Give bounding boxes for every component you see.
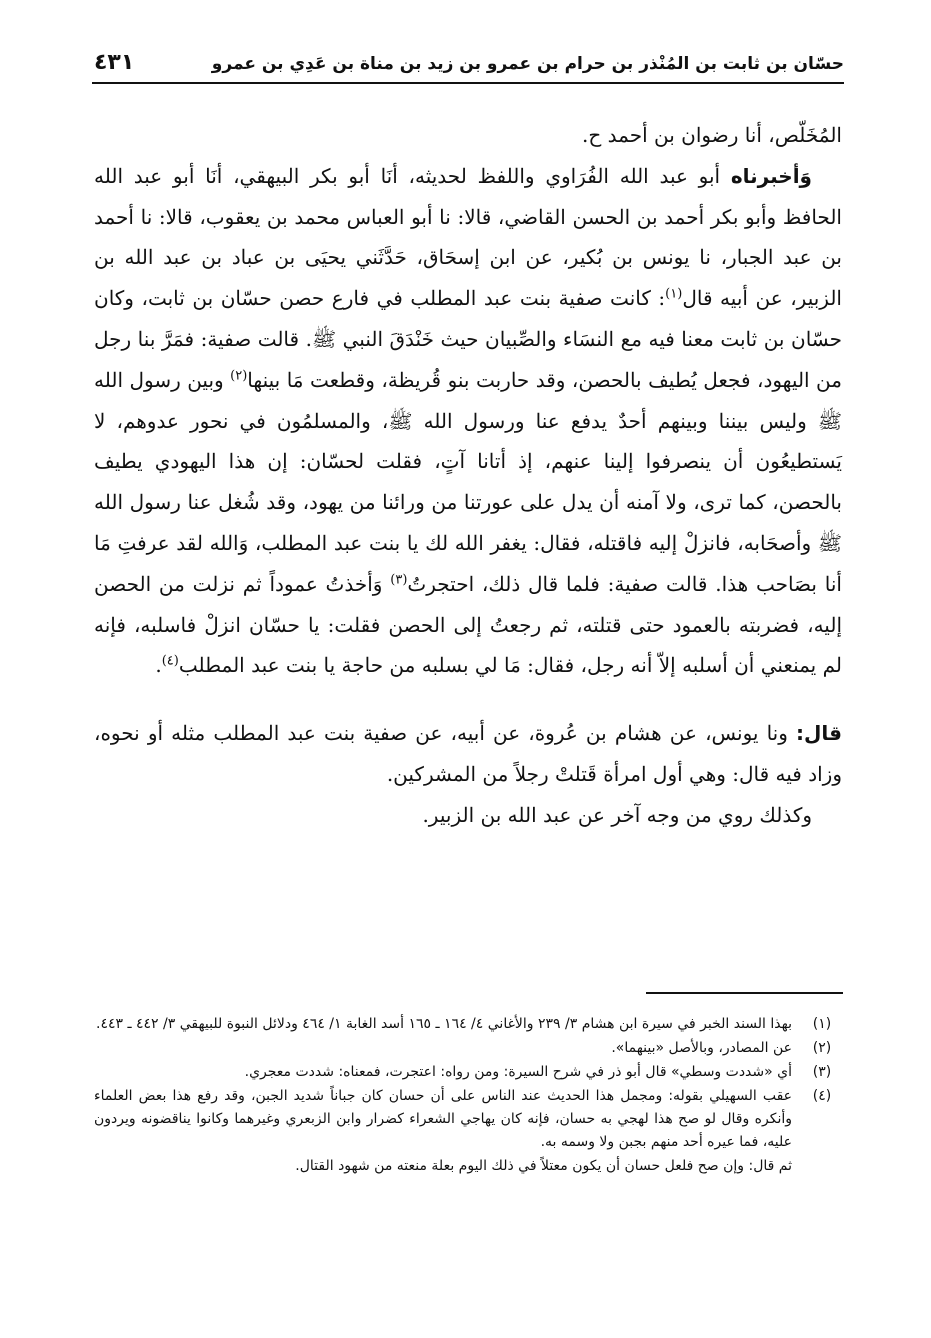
footnote-text: ثم قال: وإن صح فلعل حسان أن يكون معتلاً في ذلك اليوم بعلة منعته من شهود القتال. <box>295 1158 792 1174</box>
footnote-1 <box>94 1013 842 1036</box>
footnote-text: عقب السهيلي بقوله: ومجمل هذا الحديث عند الناس على أن حسان كان جباناً شديد الجبن، وقد رفع هذا بعض العلماء وأنكره وقال لو صح هذا لهجي به حسان، فإنه كان يهاجي الشعراء كضرار وابن الزبعري وغيرهما وكانوا يناقضونه ويردون عليه، فما عيره أحد منهم بجبن ولا وسمه به. <box>94 1088 792 1150</box>
footnote-text: بهذا السند الخبر في سيرة ابن هشام ٣/ ٢٣٩ والأغاني ٤/ ١٦٤ ـ ١٦٥ أسد الغابة ١/ ٤٦٤ ودلائل النبوة للبيهقي ٣/ ٤٤٢ ـ ٤٤٣. <box>95 1016 792 1032</box>
paragraph-3-text: ونا يونس، عن هشام بن عُروة، عن أبيه، عن صفية بنت عبد المطلب مثله أو نحوه، وزاد فيه قال: وهي أول امرأة قَتلتْ رجلاً من المشركين. <box>94 721 842 786</box>
paragraph-2-text-b: : كانت صفية بنت عبد المطلب في فارع حصن حسّان بن ثابت، وكان حسّان بن ثابت معنا فيه مع النسَاء والصِّبيان حيث خَنْدَقَ النبي ﷺ. قالت صفية: فمَرَّ بنا رجل من اليهود، فجعل يُطيف بالحصن، وقد حاربت بنو قُريظة، وقطعت مَا بينها <box>94 286 842 392</box>
footnote-ref-1[interactable]: (١) <box>665 286 683 302</box>
page-header <box>92 48 844 84</box>
footnote-4 <box>94 1085 842 1154</box>
footnote-3 <box>94 1061 842 1084</box>
footnote-text: أي «شددت وسطي» قال أبو ذر في شرح السيرة: ومن رواه: اعتجرت، فمعناه: شددت معجري. <box>244 1064 792 1080</box>
footnote-number: (٣) <box>812 1064 832 1080</box>
paragraph-2-lead: وَأخبرناه <box>730 163 812 188</box>
footnote-number: (٤) <box>812 1088 832 1104</box>
footnote-ref-4[interactable]: (٤) <box>161 653 179 669</box>
footnote-2 <box>94 1037 842 1060</box>
footnote-4-continuation <box>94 1155 842 1178</box>
page-number: ٤٣١ <box>94 50 135 75</box>
paragraph-2-text-d: وَأخذتُ عموداً ثم نزلت من الحصن إليه، فضربته بالعمود حتى قتلته، ثم رجعتُ إلى الحصن فقلت: يا حسّان انزلْ فاسلبه، فإنه لم يمنعني أن أسلبه إلاّ أنه رجل، فقال: مَا لي بسلبه من حاجة يا بنت عبد المطلب <box>94 571 842 678</box>
footnote-divider <box>646 992 843 994</box>
paragraph-4: وكذلك روي من وجه آخر عن عبد الله بن الزبير. <box>422 802 812 827</box>
paragraph-3 <box>94 713 842 795</box>
footnote-text: عن المصادر، وبالأصل «بينهما». <box>611 1040 792 1056</box>
footnote-number: (٢) <box>812 1040 832 1056</box>
running-title: حسّان بن ثابت بن المُنْذر بن حرام بن عمرو بن زيد بن مناة بن عَدِي بن عمرو <box>211 54 844 74</box>
footnote-number: (١) <box>812 1016 832 1032</box>
paragraph-2-text-a: أبو عبد الله الفُرَاوي واللفظ لحديثه، أنَا أبو بكر البيهقي، أنَا أبو عبد الله الحافظ وأبو بكر أحمد بن الحسن القاضي، قالا: نا أبو العباس محمد بن يعقوب، قالا: نا أحمد بن عبد الجبار، نا يونس بن بُكير، عن ابن إسحَاق، حَدَّثَني يحيَى بن عباد بن عبد الله بن الزبير، عن أبيه قال <box>94 163 842 311</box>
main-text <box>94 115 842 836</box>
footnote-ref-3[interactable]: (٣) <box>390 572 408 588</box>
paragraph-2 <box>94 156 842 686</box>
footnotes <box>94 1013 842 1179</box>
paragraph-3-lead: قال: <box>796 721 842 746</box>
paragraph-2-end: . <box>155 653 162 678</box>
paragraph-2-text-c: وبين رسول الله ﷺ وليس بيننا وبينهم أحدٌ يدفع عنا ورسول الله ﷺ، والمسلمُون في نحور عدوهم، لا يَستطيعُون أن ينصرفوا إلينا عنهم، إذ أتانا آتٍ، فقلت لحسّان: إن هذا اليهودي يطيف بالحصن، كما ترى، ولا آمنه أن يدل على عورتنا من ورائنا من يهود، وقد شُغل عنا رسول الله ﷺ وأصحَابه، فانزلْ إليه فاقتله، فقال: يغفر الله لك يا بنت عبد المطلب، وَالله لقد عرفتِ مَا أنا بصَاحب هذا. قالت صفية: فلما قال ذلك، احتجرتُ <box>94 367 842 596</box>
paragraph-1: المُخَلّص، أنا رضوان بن أحمد ح. <box>582 123 842 147</box>
footnote-ref-2[interactable]: (٢) <box>230 368 248 384</box>
